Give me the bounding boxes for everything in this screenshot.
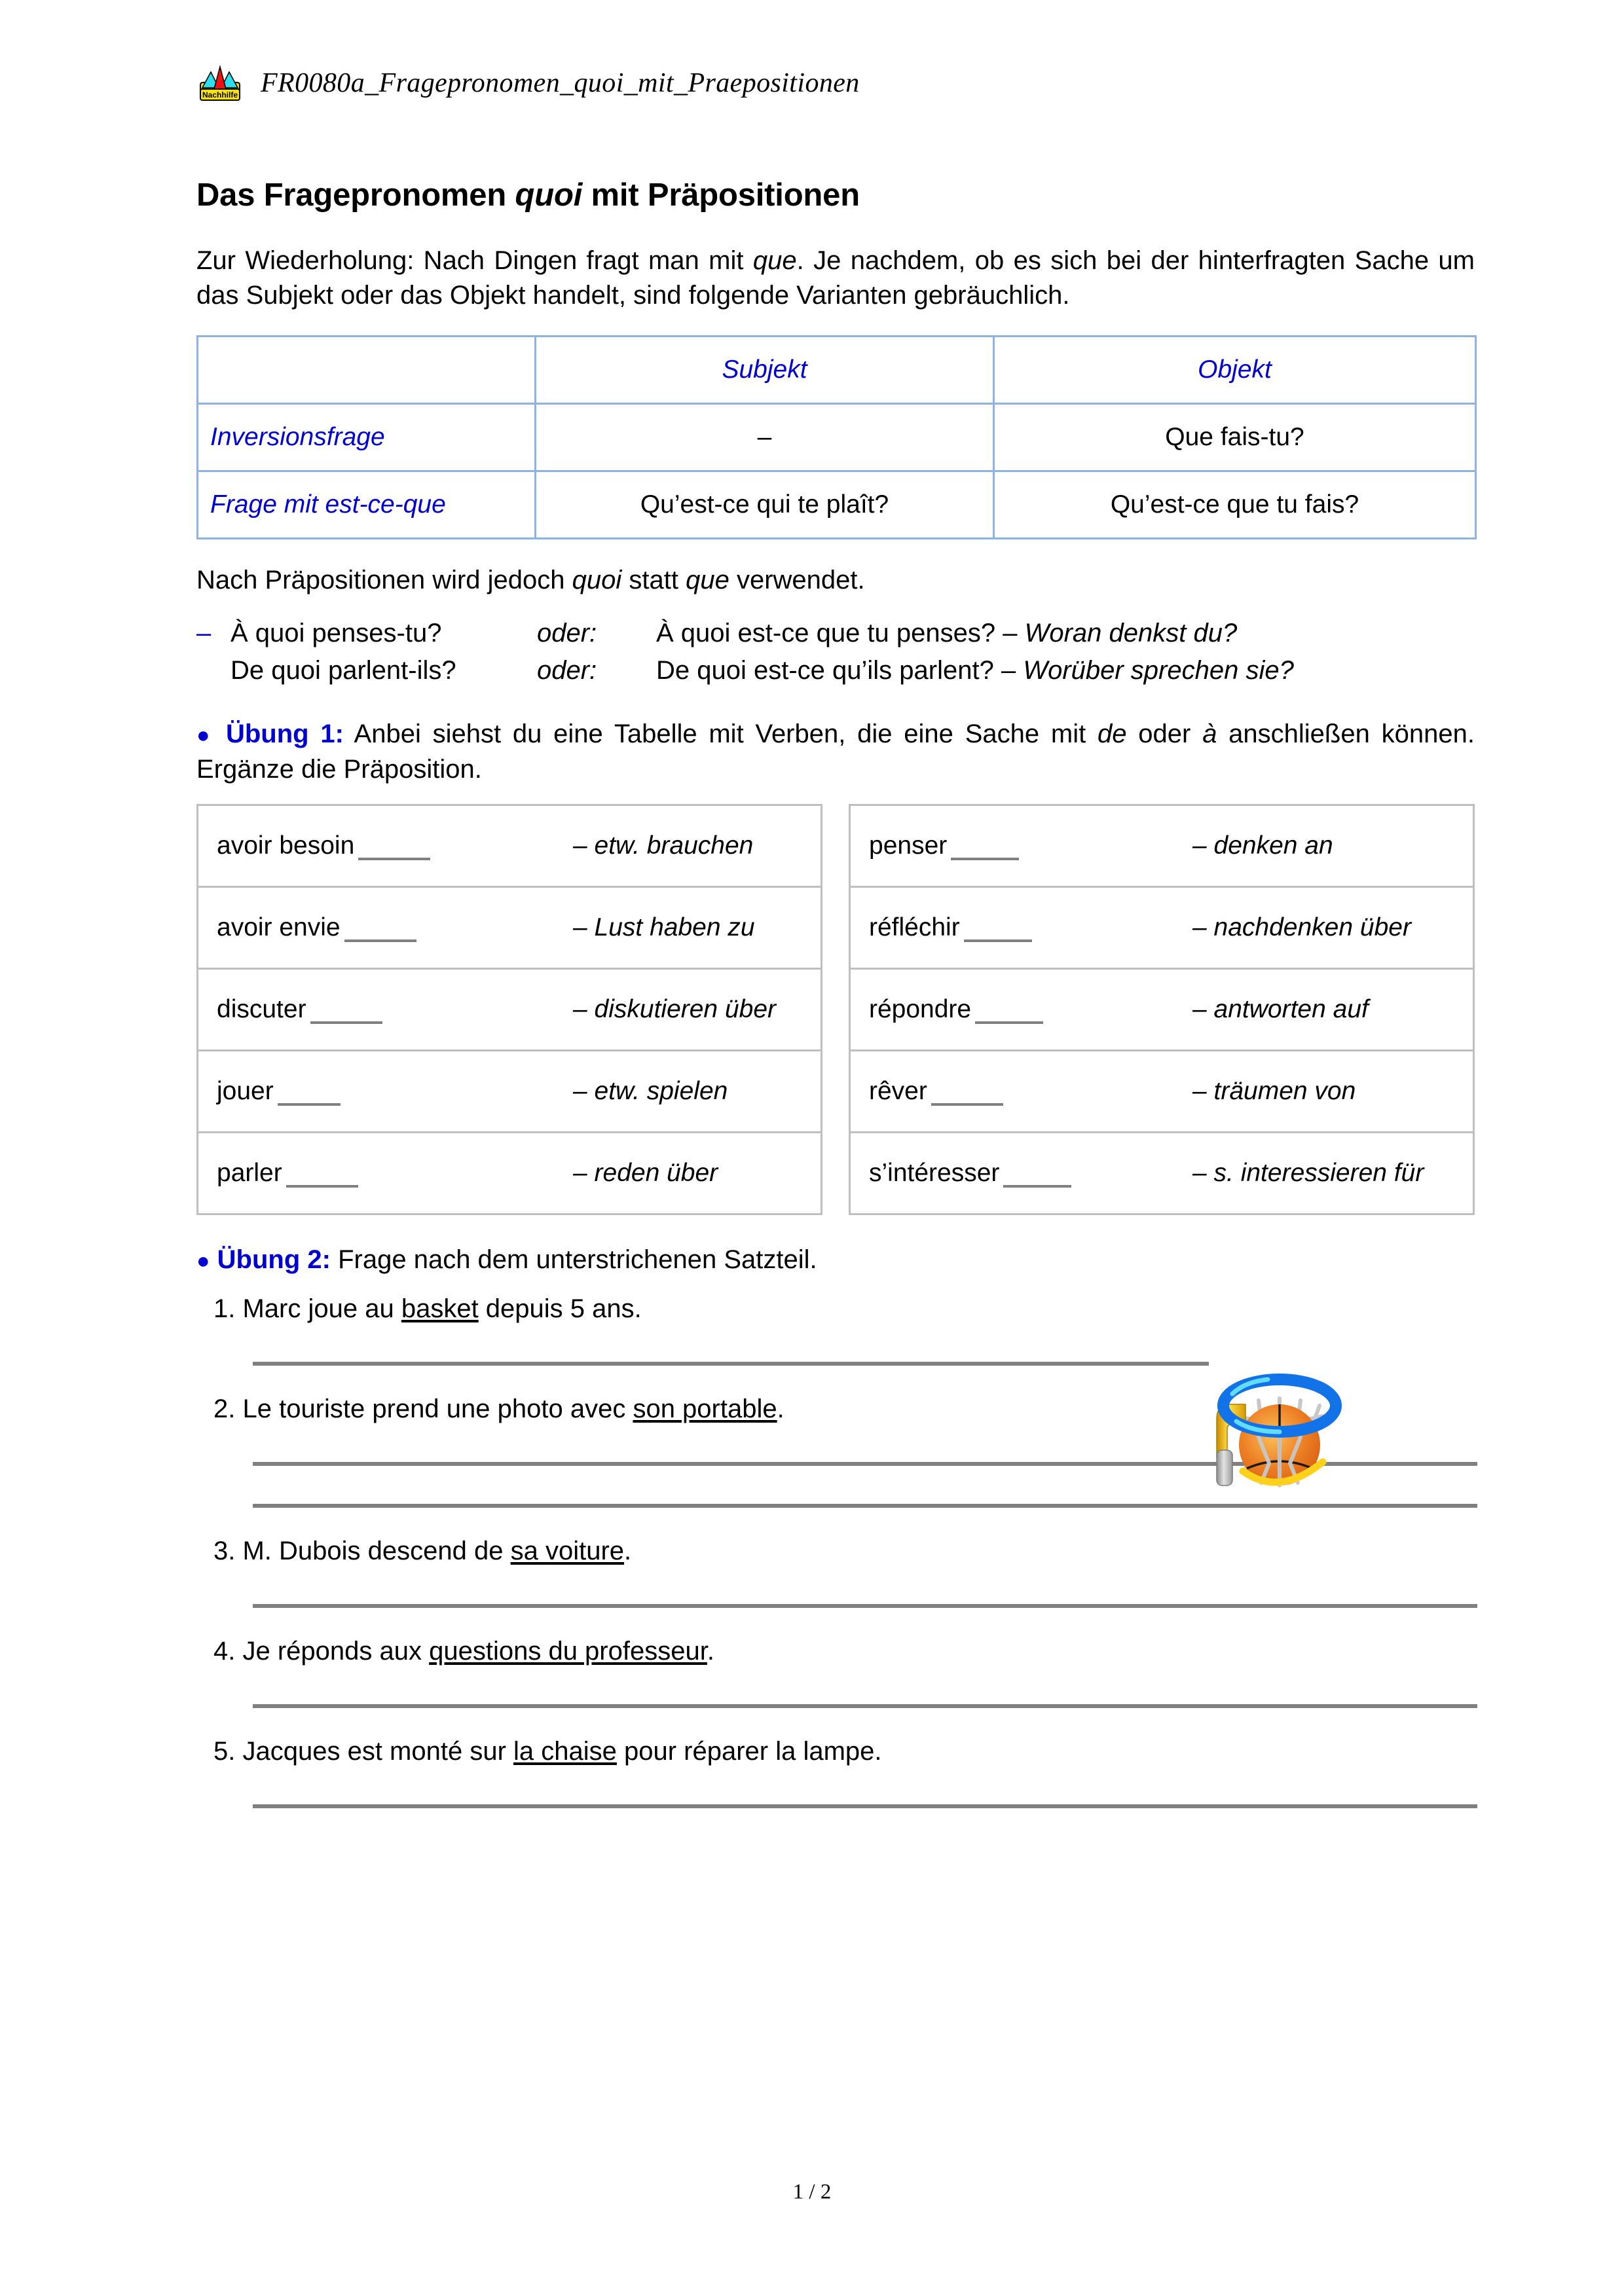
example-oder-2: oder:: [537, 656, 597, 685]
verb-cell: [198, 805, 822, 887]
verb-cell: [850, 1133, 1474, 1214]
header-empty: [198, 337, 536, 404]
sentence-after: .: [707, 1637, 714, 1666]
verb-translation: – denken an: [1192, 831, 1333, 860]
verb-name: jouer: [217, 1077, 274, 1106]
prep-em-que: que: [686, 566, 729, 595]
verb-translation: – antworten auf: [1192, 995, 1369, 1024]
verb-cell: [850, 805, 1474, 887]
example-row-1: [196, 615, 1475, 652]
row-label-inversionsfrage: Inversionsfrage: [198, 404, 536, 471]
verb-row: [850, 969, 1474, 1051]
verb-row: [850, 887, 1474, 969]
verb-translation: – etw. brauchen: [573, 831, 754, 860]
prep-part2: statt: [621, 566, 686, 595]
exercise2-item: [196, 1737, 1475, 1837]
prep-em-quoi: quoi: [572, 566, 622, 595]
cell-est-ce-que-objekt: Qu’est-ce que tu fais?: [994, 471, 1476, 539]
example-dash-marker: –: [196, 619, 212, 648]
item-gap: [196, 1808, 1475, 1837]
exercise1-text2: oder: [1126, 719, 1203, 748]
item-gap: [196, 1708, 1475, 1737]
underlined-phrase: son portable: [633, 1394, 777, 1424]
example-translation-2: Worüber sprechen sie?: [1023, 656, 1294, 685]
verb-name: répondre: [869, 995, 972, 1024]
document-code-title: FR0080a_Fragepronomen_quoi_mit_Praepositionen: [261, 68, 860, 98]
item-number: 5.: [213, 1737, 236, 1766]
verb-cell: [850, 969, 1474, 1051]
verb-name: avoir envie: [217, 913, 341, 942]
page-title: [196, 177, 1475, 213]
verb-tables-container: [196, 804, 1475, 1215]
verb-cell: [198, 1051, 822, 1133]
underlined-phrase: la chaise: [513, 1737, 617, 1766]
item-number: 2.: [213, 1394, 236, 1424]
preposition-note: [196, 566, 1475, 595]
verb-name: penser: [869, 831, 948, 860]
verb-row: [198, 1133, 822, 1214]
page-number: 1 / 2: [792, 2180, 832, 2204]
exercise2-item: [196, 1537, 1475, 1637]
sentence-after: .: [777, 1394, 784, 1424]
verb-row: [850, 1051, 1474, 1133]
exercise1-heading: [196, 717, 1475, 787]
item-gap: [196, 1608, 1475, 1637]
page-footer: [0, 2180, 1624, 2204]
question-sentence: [213, 1637, 1475, 1666]
exercise1-text3: anschließen können. Ergänze die Präposition.: [196, 719, 1475, 784]
answer-space[interactable]: [196, 1324, 1475, 1362]
verb-row: [198, 805, 822, 887]
answer-space[interactable]: [196, 1566, 1475, 1604]
document-body: [196, 177, 1475, 1837]
example-alt-text-1: À quoi est-ce que tu penses? –: [656, 619, 1025, 648]
question-sentence: [213, 1737, 1475, 1766]
verb-name: parler: [217, 1159, 282, 1188]
row-label-est-ce-que: Frage mit est-ce-que: [198, 471, 536, 539]
sentence-before: Jacques est monté sur: [235, 1737, 514, 1766]
preposition-blank[interactable]: [975, 1021, 1043, 1024]
table-row: [198, 404, 1476, 471]
item-number: 4.: [213, 1637, 236, 1666]
intro-part1: Zur Wiederholung: Nach Dingen fragt man mit: [196, 246, 753, 275]
table-header-row: [198, 337, 1476, 404]
verb-cell: [198, 1133, 822, 1214]
verb-name: discuter: [217, 995, 306, 1024]
preposition-blank[interactable]: [951, 858, 1019, 860]
logo-text: Nachhilfe: [202, 90, 238, 100]
example-question-2: De quoi parlent-ils?: [231, 656, 456, 685]
title-emphasis: quoi: [515, 177, 583, 213]
verb-cell: [198, 887, 822, 969]
exercise2-item: [196, 1637, 1475, 1737]
prep-part3: verwendet.: [729, 566, 865, 595]
preposition-blank[interactable]: [278, 1103, 341, 1106]
answer-space[interactable]: [196, 1666, 1475, 1704]
sentence-after: pour réparer la lampe.: [616, 1737, 882, 1766]
question-sentence: [213, 1294, 1475, 1324]
example-question-1: À quoi penses-tu?: [231, 619, 442, 648]
basketball-hoop-image: [1198, 1358, 1362, 1493]
exercise1-bullet-icon: ●: [196, 722, 215, 748]
verb-translation: – Lust haben zu: [573, 913, 755, 942]
underlined-phrase: basket: [401, 1294, 479, 1324]
cell-inversionsfrage-subjekt: –: [536, 404, 994, 471]
verb-name: rêver: [869, 1077, 927, 1106]
preposition-blank[interactable]: [1003, 1185, 1071, 1188]
exercise1-em-a: à: [1202, 719, 1217, 748]
item-gap: [196, 1508, 1475, 1537]
verb-translation: – diskutieren über: [573, 995, 777, 1024]
exercise1-label: Übung 1:: [225, 719, 344, 748]
prep-part1: Nach Präpositionen wird jedoch: [196, 566, 572, 595]
question-sentence: [213, 1537, 1475, 1566]
sentence-before: M. Dubois descend de: [235, 1537, 511, 1566]
exercise1-text1: Anbei siehst du eine Tabelle mit Verben, die eine Sache mit: [343, 719, 1098, 748]
underlined-phrase: sa voiture: [510, 1537, 625, 1566]
answer-space[interactable]: [196, 1766, 1475, 1804]
exercise2-text: Frage nach dem unterstrichenen Satzteil.: [330, 1245, 817, 1275]
sentence-before: Le touriste prend une photo avec: [235, 1394, 633, 1424]
cell-est-ce-que-subjekt: Qu’est-ce qui te plaît?: [536, 471, 994, 539]
intro-em-que: que: [752, 246, 797, 275]
item-number: 3.: [213, 1537, 236, 1566]
title-after: mit Präpositionen: [582, 177, 860, 213]
example-alt-text-2: De quoi est-ce qu’ils parlent? –: [656, 656, 1024, 685]
example-list: [196, 615, 1475, 689]
verb-cell: [850, 1051, 1474, 1133]
nachhilfe-logo-icon: [196, 63, 244, 103]
preposition-blank[interactable]: [286, 1185, 358, 1188]
example-oder-1: oder:: [537, 619, 597, 648]
table-row: [198, 471, 1476, 539]
intro-paragraph: [196, 244, 1475, 313]
verb-translation: – s. interessieren für: [1192, 1159, 1424, 1188]
verb-row: [198, 887, 822, 969]
verb-row: [198, 1051, 822, 1133]
verb-name: s’intéresser: [869, 1159, 1000, 1188]
preposition-blank[interactable]: [344, 939, 416, 942]
cell-inversionsfrage-objekt: Que fais-tu?: [994, 404, 1476, 471]
example-alternative-2: [656, 652, 1294, 689]
underlined-phrase: questions du professeur: [429, 1637, 707, 1666]
item-number: 1.: [213, 1294, 236, 1324]
exercise2-heading: [196, 1245, 1475, 1275]
verb-translation: – reden über: [573, 1159, 718, 1188]
verb-translation: – nachdenken über: [1192, 913, 1411, 942]
document-header: [196, 63, 860, 103]
example-row-2: [196, 652, 1475, 689]
example-translation-1: Woran denkst du?: [1024, 619, 1238, 648]
verb-translation: – träumen von: [1192, 1077, 1356, 1106]
preposition-blank[interactable]: [931, 1103, 1003, 1106]
verb-row: [850, 1133, 1474, 1214]
exercise2-bullet-icon: ●: [196, 1248, 210, 1274]
verb-table-left: [196, 804, 822, 1215]
grammar-table: [196, 335, 1477, 539]
title-before: Das Fragepronomen: [196, 177, 515, 213]
header-subjekt: Subjekt: [536, 337, 994, 404]
verb-translation: – etw. spielen: [573, 1077, 728, 1106]
verb-cell: [198, 969, 822, 1051]
verb-table-right: [849, 804, 1475, 1215]
verb-name: avoir besoin: [217, 831, 355, 860]
header-objekt: Objekt: [994, 337, 1476, 404]
exercise2-label: Übung 2:: [217, 1245, 331, 1275]
verb-row: [198, 969, 822, 1051]
preposition-blank[interactable]: [310, 1021, 382, 1024]
sentence-after: .: [624, 1537, 632, 1566]
preposition-blank[interactable]: [358, 858, 430, 860]
example-alternative-1: [656, 615, 1237, 652]
verb-row: [850, 805, 1474, 887]
sentence-before: Je réponds aux: [235, 1637, 430, 1666]
preposition-blank[interactable]: [964, 939, 1032, 942]
verb-name: réfléchir: [869, 913, 960, 942]
exercise1-em-de: de: [1098, 719, 1127, 748]
intro-part2: . Je nachdem, ob es sich bei der hinterfragten Sache um das Subjekt oder das Objekt handelt, sind folgende Varianten gebräuchlich.: [196, 246, 1475, 310]
sentence-before: Marc joue au: [235, 1294, 401, 1324]
sentence-after: depuis 5 ans.: [478, 1294, 642, 1324]
verb-cell: [850, 887, 1474, 969]
